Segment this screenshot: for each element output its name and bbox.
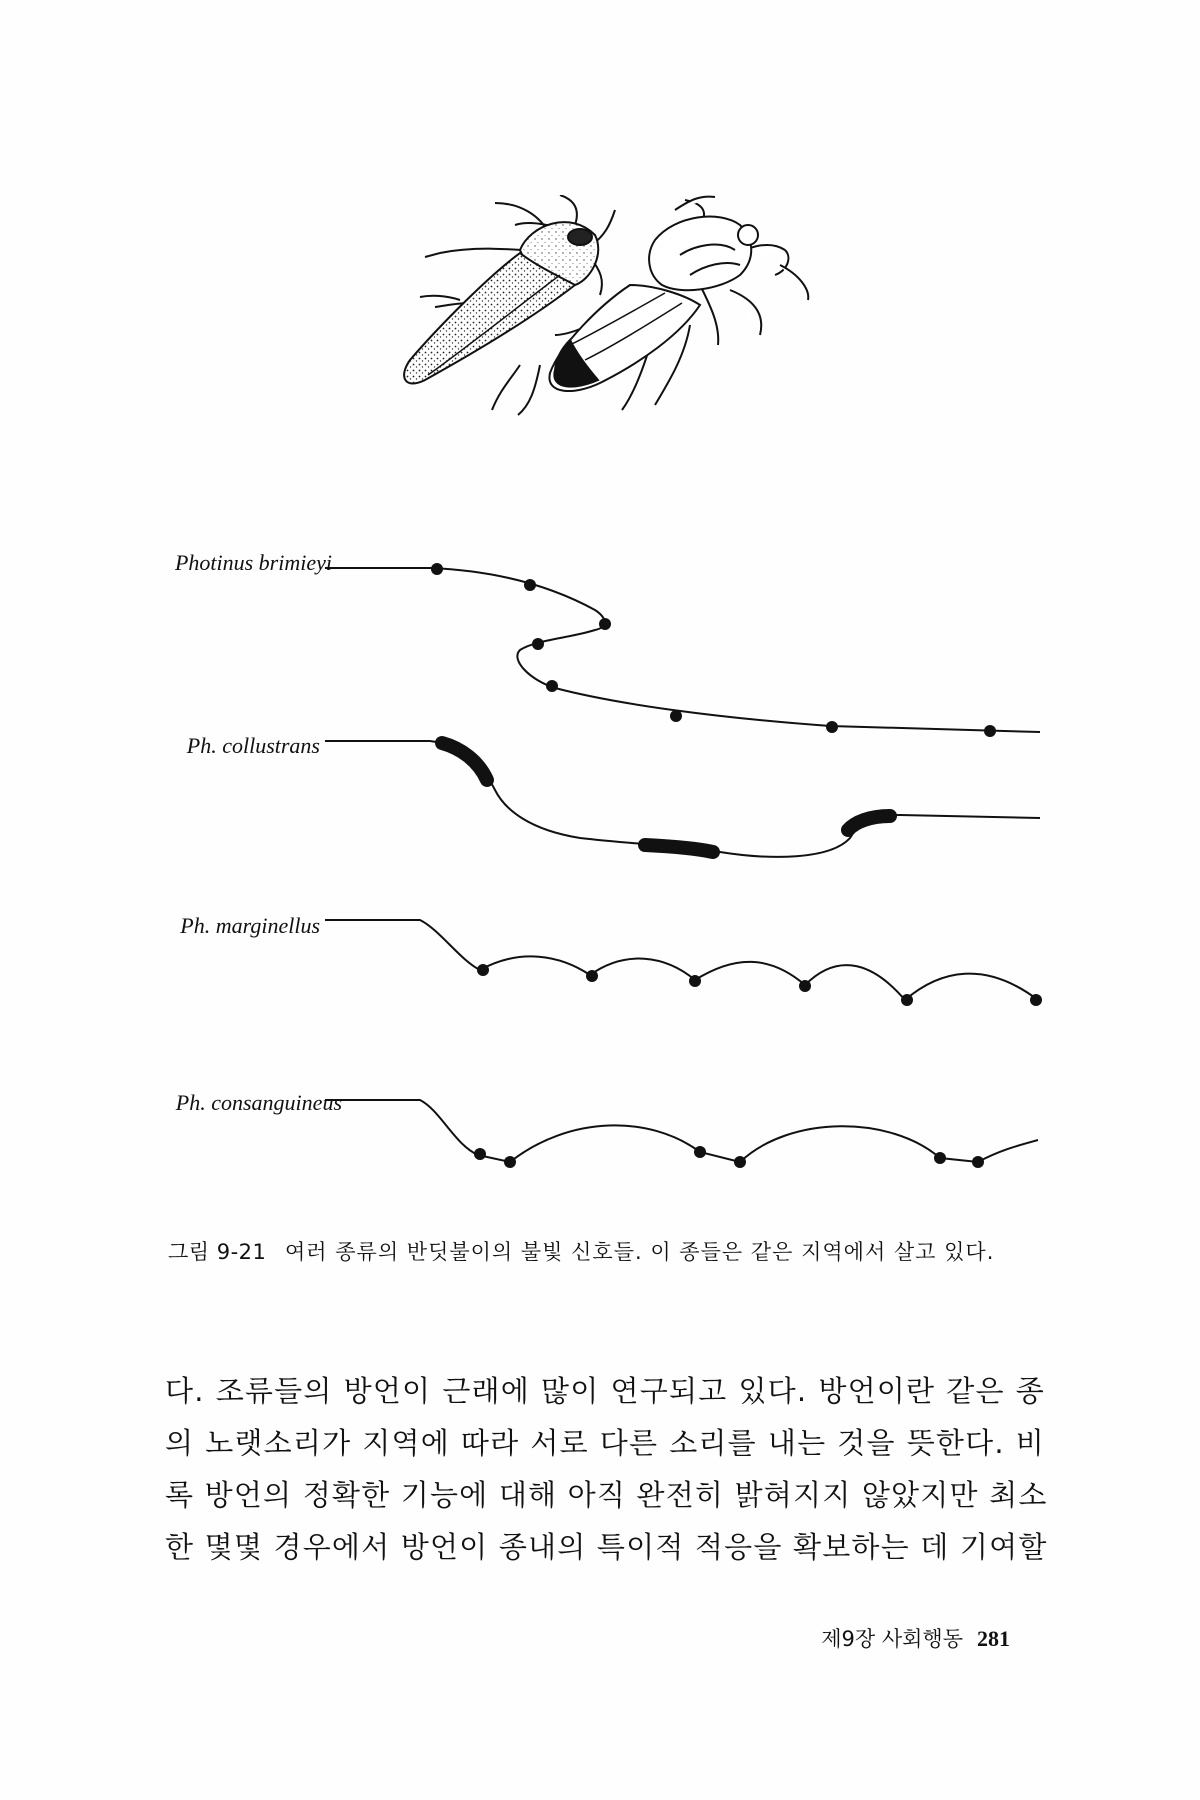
trace-path-marginellus bbox=[325, 920, 1038, 1000]
flash-dot bbox=[477, 964, 489, 976]
body-paragraph bbox=[165, 1365, 1048, 1573]
body-line: 록 방언의 정확한 기능에 대해 아직 완전히 밝혀지지 않았지만 최소 bbox=[165, 1478, 1048, 1512]
flash-dot bbox=[474, 1148, 486, 1160]
flash-dot bbox=[524, 579, 536, 591]
chapter-title: 제9장 사회행동 bbox=[821, 1627, 963, 1651]
figure-number: 그림 9-21 bbox=[168, 1240, 267, 1264]
flash-dot bbox=[694, 1146, 706, 1158]
flash-dot bbox=[431, 563, 443, 575]
flash-dash bbox=[848, 816, 890, 830]
flash-dot bbox=[984, 725, 996, 737]
flash-dot bbox=[670, 710, 682, 722]
flash-dash bbox=[645, 845, 713, 852]
trace-label-brimieyi: Photinus brimieyi bbox=[174, 550, 332, 575]
flash-dot bbox=[734, 1156, 746, 1168]
flash-dash bbox=[442, 743, 487, 780]
flash-dot bbox=[934, 1152, 946, 1164]
flash-dot bbox=[1030, 994, 1042, 1006]
body-line: 다. 조류들의 방언이 근래에 많이 연구되고 있다. 방언이란 같은 종 bbox=[165, 1374, 1045, 1408]
page-footer bbox=[821, 1623, 1010, 1653]
body-line: 의 노랫소리가 지역에 따라 서로 다른 소리를 내는 것을 뜻한다. 비 bbox=[165, 1426, 1045, 1460]
flash-dots-brimieyi bbox=[431, 563, 996, 737]
flash-dots-marginellus bbox=[477, 964, 1042, 1006]
flash-dashes-collustrans bbox=[442, 743, 890, 852]
flash-dot bbox=[504, 1156, 516, 1168]
flash-dot bbox=[599, 618, 611, 630]
flash-dot bbox=[586, 970, 598, 982]
flash-dot bbox=[972, 1156, 984, 1168]
flash-dot bbox=[546, 680, 558, 692]
trace-label-collustrans: Ph. collustrans bbox=[186, 733, 320, 758]
trace-path-consanguineus bbox=[325, 1100, 1038, 1162]
flash-dot bbox=[901, 994, 913, 1006]
flash-dot bbox=[532, 638, 544, 650]
page-number: 281 bbox=[977, 1626, 1010, 1651]
flash-dot bbox=[799, 980, 811, 992]
figure-caption-text: 여러 종류의 반딧불이의 불빛 신호들. 이 종들은 같은 지역에서 살고 있다. bbox=[285, 1240, 995, 1264]
flash-dot bbox=[689, 975, 701, 987]
trace-path-collustrans bbox=[325, 741, 1040, 857]
trace-label-consanguineus: Ph. consanguineus bbox=[175, 1090, 342, 1115]
flash-dot bbox=[826, 721, 838, 733]
trace-label-marginellus: Ph. marginellus bbox=[180, 913, 320, 938]
body-line: 한 몇몇 경우에서 방언이 종내의 특이적 적응을 확보하는 데 기여할 bbox=[165, 1530, 1048, 1564]
flash-dots-consanguineus bbox=[474, 1146, 984, 1168]
trace-path-brimieyi bbox=[325, 568, 1040, 732]
